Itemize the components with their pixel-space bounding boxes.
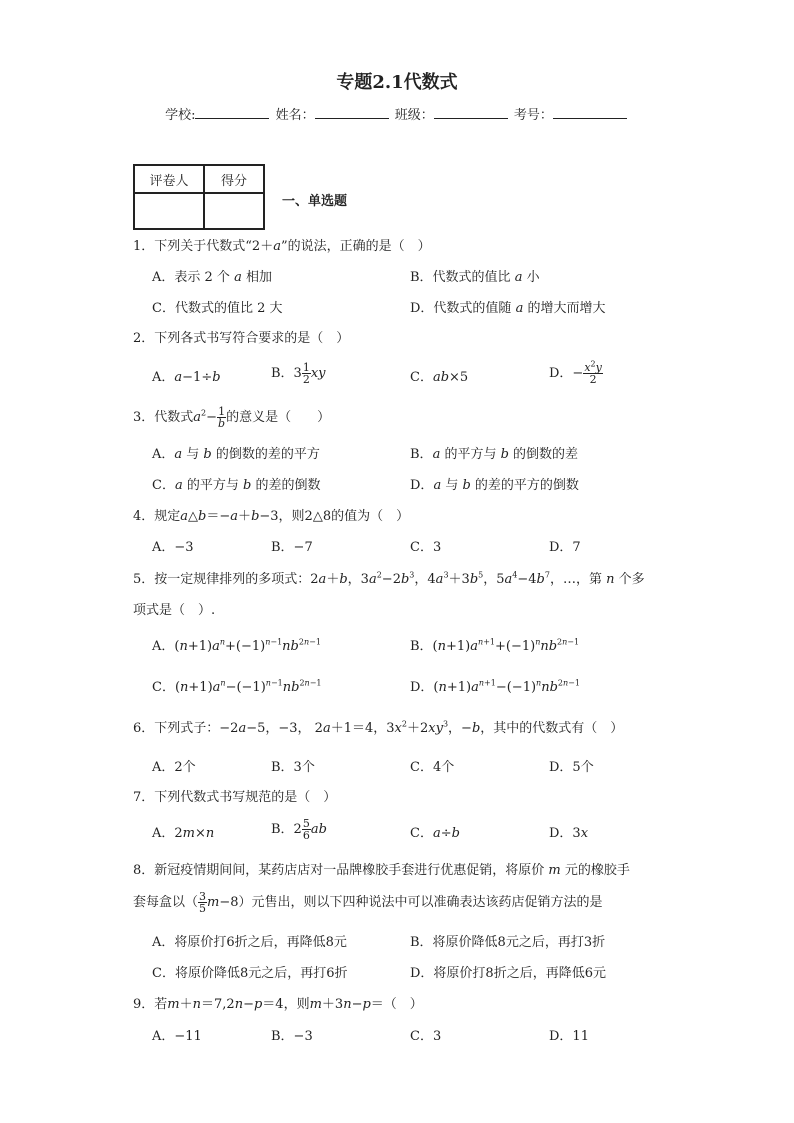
q1-option-c[interactable]: C．代数式的值比 2 大: [152, 301, 283, 316]
page-title: 专题2.1代数式: [336, 72, 458, 93]
q4-option-b[interactable]: B．−7: [271, 540, 313, 555]
q4-option-c[interactable]: C．3: [410, 540, 442, 555]
q4-option-a[interactable]: A．−3: [152, 540, 194, 555]
q7-option-b[interactable]: B．2 $\frac{5}{6}$ ab: [271, 817, 327, 842]
q7-option-a[interactable]: A．2m×n: [152, 826, 215, 841]
q9-option-d[interactable]: D．11: [549, 1029, 589, 1044]
q6-option-c[interactable]: C．4个: [410, 760, 455, 775]
question-7: 7．下列代数式书写规范的是（ ）: [133, 790, 337, 805]
q2-option-b[interactable]: B．3 $\frac{1}{2}$ xy: [271, 361, 326, 386]
score-cell[interactable]: [204, 193, 264, 229]
q8-option-b[interactable]: B．将原价降低8元之后，再打3折: [410, 935, 606, 950]
exam-no-label: 考号：: [513, 108, 553, 123]
q5-option-b[interactable]: B．$(n+1)a^{n+1}+(-1)^nnb^{2n-1}$: [410, 637, 580, 654]
question-1: 1．下列关于代数式“2＋a”的说法，正确的是（ ）: [133, 239, 431, 254]
q6-option-a[interactable]: A．2个: [152, 760, 196, 775]
q5-option-c[interactable]: C．$(n+1)a^n-(-1)^{n-1}nb^{2n-1}$: [152, 678, 322, 695]
class-blank[interactable]: [434, 107, 508, 119]
q1-option-b[interactable]: B．代数式的值比 a 小: [410, 270, 540, 285]
q3-option-d[interactable]: D．a 与 b 的差的平方的倒数: [410, 478, 579, 493]
q9-option-c[interactable]: C．3: [410, 1029, 442, 1044]
q7-option-c[interactable]: C．a÷b: [410, 826, 460, 841]
q5-option-d[interactable]: D．$(n+1)a^{n+1}-(-1)^nnb^{2n-1}$: [410, 678, 580, 695]
question-6: 6．下列式子：−2a−5，−3， 2a＋1＝4，$3x^2+2xy^3$，−b，其中的代数式有（ ）: [133, 719, 624, 736]
q2-option-c[interactable]: C．ab×5: [410, 370, 469, 385]
q3-option-a[interactable]: A．a 与 b 的倒数的差的平方: [152, 447, 320, 462]
q9-option-b[interactable]: B．−3: [271, 1029, 313, 1044]
question-3: 3．代数式$a^2-$ $\frac{1}{b}$ 的意义是（ ）: [133, 405, 331, 430]
question-4: 4．规定a△b＝−a＋b−3，则2△8的值为（ ）: [133, 509, 410, 524]
q2-option-d[interactable]: D．− $\frac{x^2y}{2}$: [549, 359, 602, 386]
q6-option-d[interactable]: D．5个: [549, 760, 594, 775]
q8-option-c[interactable]: C．将原价降低8元之后，再打6折: [152, 966, 348, 981]
q3-option-c[interactable]: C．a 的平方与 b 的差的倒数: [152, 478, 321, 493]
question-8: 8．新冠疫情期间间，某药店店对一品牌橡胶手套进行优惠促销，将原价 m 元的橡胶手: [133, 863, 630, 878]
q3-option-b[interactable]: B．a 的平方与 b 的倒数的差: [410, 447, 579, 462]
q4-option-d[interactable]: D．7: [549, 540, 581, 555]
section-heading: 一、单选题: [282, 194, 348, 209]
q7-option-d[interactable]: D．3x: [549, 826, 589, 841]
school-blank[interactable]: [195, 107, 269, 119]
name-label: 姓名：: [275, 108, 315, 123]
question-9: 9．若m＋n＝7,2n−p＝4，则m＋3n−p＝（ ）: [133, 997, 423, 1012]
score-table: [133, 164, 265, 230]
q1-option-d[interactable]: D．代数式的值随 a 的增大而增大: [410, 301, 606, 316]
class-label: 班级：: [394, 108, 434, 123]
name-blank[interactable]: [315, 107, 389, 119]
q6-option-b[interactable]: B．3个: [271, 760, 315, 775]
question-5-cont: 项式是（ ）.: [133, 603, 216, 618]
question-5: 5．按一定规律排列的多项式：2a＋b，$3a^2-2b^3$，$4a^3+3b^5$，$5a^4-4b^7$，…，第 n 个多: [133, 570, 645, 587]
question-2: 2．下列各式书写符合要求的是（ ）: [133, 331, 350, 346]
q8-option-d[interactable]: D．将原价打8折之后，再降低6元: [410, 966, 606, 981]
student-info-line: [0, 104, 794, 123]
reviewer-cell[interactable]: [134, 193, 204, 229]
q9-option-a[interactable]: A．−11: [152, 1029, 202, 1044]
exam-no-blank[interactable]: [553, 107, 627, 119]
q5-option-a[interactable]: A．$(n+1)a^n+(-1)^{n-1}nb^{2n-1}$: [152, 637, 321, 654]
q1-option-a[interactable]: A．表示 2 个 a 相加: [152, 270, 272, 285]
school-label: 学校:: [165, 108, 196, 123]
q2-option-a[interactable]: A．a−1÷b: [152, 370, 221, 385]
q8-option-a[interactable]: A．将原价打6折之后，再降低8元: [152, 935, 347, 950]
reviewer-header: 评卷人: [134, 165, 204, 193]
score-header: 得分: [204, 165, 264, 193]
question-8-cont: 套每盒以（ $\frac{3}{5}$ m−8）元售出，则以下四种说法中可以准确表达该药店促销方法的是: [133, 890, 603, 915]
